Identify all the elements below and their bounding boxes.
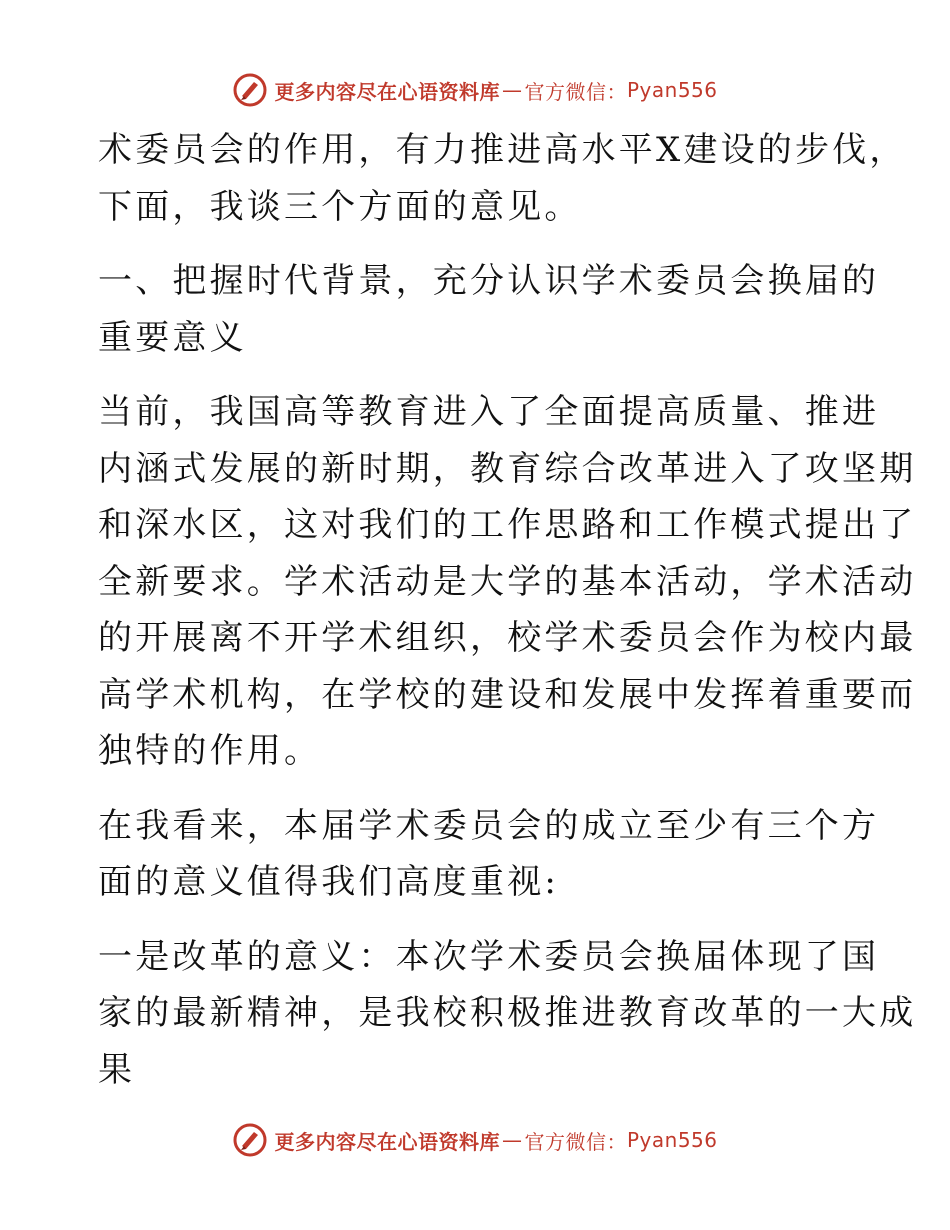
banner-separator: — [501, 78, 523, 102]
text-line: 一是改革的意义：本次学术委员会换届体现了国 [98, 936, 880, 977]
text-line: 下面，我谈三个方面的意见。 [98, 186, 582, 227]
banner-wechat-id: Pyan556 [626, 78, 718, 102]
quill-seal-icon [232, 72, 268, 108]
text-line: 果 [98, 1049, 136, 1090]
quill-seal-icon [232, 1122, 268, 1158]
text-line: 面的意义值得我们高度重视: [98, 862, 560, 902]
text-line: 重要意义 [98, 317, 247, 358]
banner-wechat-label: 官方微信： [524, 1129, 627, 1154]
text-line: 一、把握时代背景，充分认识学术委员会换届的 [98, 261, 880, 301]
paragraph-4 [98, 929, 917, 1099]
banner-brand-text: 更多内容尽在心语资料库 [274, 1129, 500, 1154]
paragraph-1 [98, 122, 907, 235]
text-line: 在我看来，本届学术委员会的成立至少有三个方 [98, 805, 880, 846]
banner-brand-text: 更多内容尽在心语资料库 [274, 79, 500, 104]
paragraph-2 [98, 384, 917, 780]
header-banner [0, 70, 950, 110]
text-line: 全新要求。学术活动是大学的基本活动，学术活动 [98, 561, 917, 602]
banner-separator: — [501, 1128, 523, 1152]
text-line: 和深水区，这对我们的工作思路和工作模式提出了 [98, 505, 917, 545]
document-body [98, 122, 917, 1116]
section-heading-1 [98, 253, 880, 366]
text-line: 内涵式发展的新时期，教育综合改革进入了攻坚期 [98, 448, 917, 489]
text-line: 术委员会的作用，有力推进高水平X建设的步伐， [98, 130, 907, 170]
banner-wechat-label: 官方微信： [524, 79, 627, 104]
text-line: 独特的作用。 [98, 731, 322, 771]
text-line: 家的最新精神，是我校积极推进教育改革的一大成 [98, 993, 917, 1033]
footer-banner [0, 1120, 950, 1160]
banner-wechat-id: Pyan556 [626, 1128, 718, 1152]
paragraph-3 [98, 798, 880, 911]
text-line: 的开展离不开学术组织，校学术委员会作为校内最 [98, 618, 917, 658]
text-line: 当前，我国高等教育进入了全面提高质量、推进 [98, 392, 880, 432]
text-line: 高学术机构，在学校的建设和发展中发挥着重要而 [98, 674, 917, 715]
